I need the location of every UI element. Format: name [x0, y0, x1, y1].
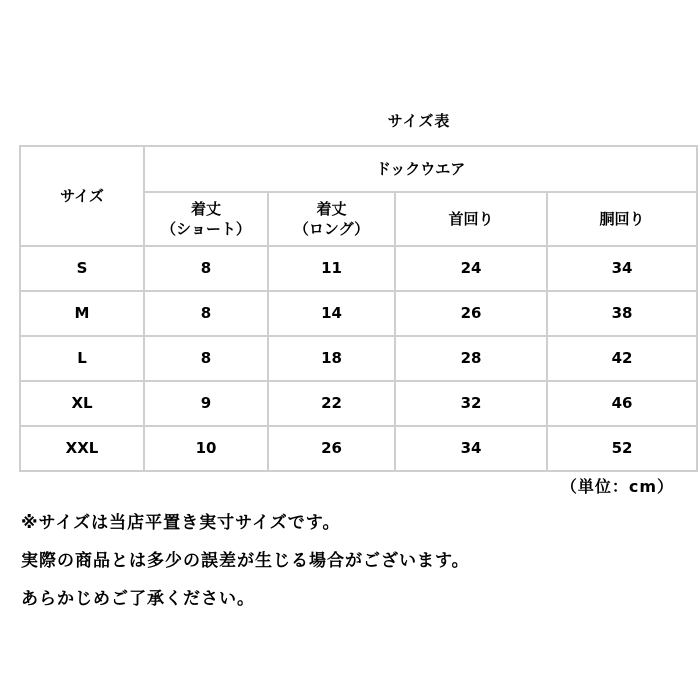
- size-chart-table: [19, 145, 698, 472]
- note-line: ※サイズは当店平置き実寸サイズです。: [21, 513, 341, 533]
- column-header-sublabel: （ロング）: [293, 220, 370, 238]
- value-cell: 9: [144, 381, 268, 426]
- value-cell: 8: [144, 246, 268, 291]
- column-header-sublabel: （ショート）: [161, 220, 251, 238]
- value-cell: 52: [547, 426, 697, 471]
- column-header-neck: 首回り: [395, 192, 547, 246]
- table-row: [20, 291, 697, 336]
- size-cell: XXL: [20, 426, 144, 471]
- table-row: [20, 381, 697, 426]
- dogwear-group-header: ドックウエア: [144, 146, 697, 192]
- value-cell: 32: [395, 381, 547, 426]
- value-cell: 38: [547, 291, 697, 336]
- value-cell: 34: [547, 246, 697, 291]
- value-cell: 22: [268, 381, 395, 426]
- note-line: 実際の商品とは多少の誤差が生じる場合がございます。: [21, 551, 470, 571]
- column-header-label: 着丈: [316, 199, 347, 218]
- value-cell: 28: [395, 336, 547, 381]
- value-cell: 34: [395, 426, 547, 471]
- notes: [21, 509, 470, 623]
- table-header-row: [20, 146, 697, 192]
- value-cell: 24: [395, 246, 547, 291]
- value-cell: 26: [268, 426, 395, 471]
- value-cell: 14: [268, 291, 395, 336]
- note-line: あらかじめご了承ください。: [21, 589, 255, 609]
- column-header-label: 着丈: [190, 199, 221, 218]
- column-header-chest: 胴回り: [547, 192, 697, 246]
- size-column-header: サイズ: [20, 146, 144, 246]
- size-cell: L: [20, 336, 144, 381]
- value-cell: 10: [144, 426, 268, 471]
- value-cell: 18: [268, 336, 395, 381]
- column-header-length-long: [268, 192, 395, 246]
- value-cell: 8: [144, 336, 268, 381]
- column-header-length-short: [144, 192, 268, 246]
- value-cell: 42: [547, 336, 697, 381]
- value-cell: 8: [144, 291, 268, 336]
- value-cell: 46: [547, 381, 697, 426]
- table-row: [20, 426, 697, 471]
- size-cell: M: [20, 291, 144, 336]
- value-cell: 26: [395, 291, 547, 336]
- unit-label: （単位：cm）: [560, 477, 674, 496]
- size-cell: S: [20, 246, 144, 291]
- table-row: [20, 246, 697, 291]
- value-cell: 11: [268, 246, 395, 291]
- page-title: サイズ表: [387, 112, 451, 130]
- table-row: [20, 336, 697, 381]
- size-cell: XL: [20, 381, 144, 426]
